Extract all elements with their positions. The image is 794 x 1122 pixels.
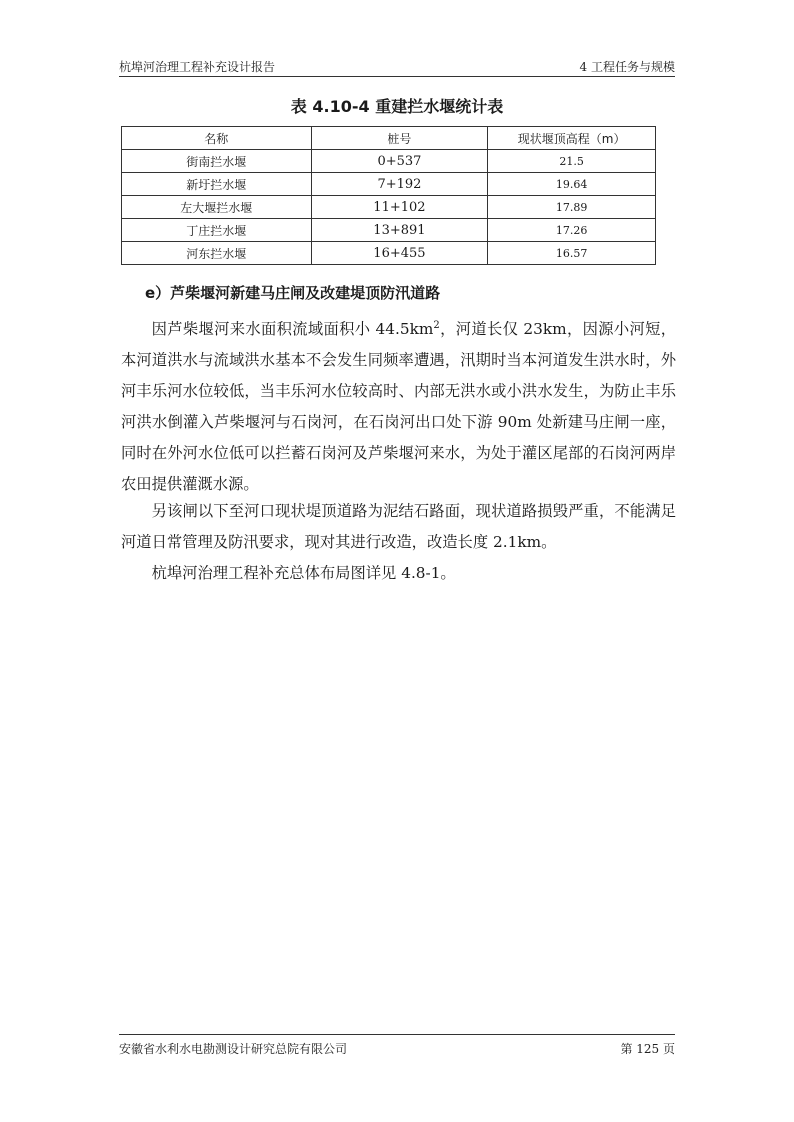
paragraph-text: ，河道长仅 23km，因源小河短，本河道洪水与流域洪水基本不会发生同频率遭遇，汛期时当本河道发生洪水时，外河丰乐河水位较低，当丰乐河水位较高时、内部无洪水或小洪水发生，为防止丰乐河洪水倒灌入芦柴堰河与石岗河，在石岗河出口处下游 90m 处新建马庄闸一座，同时在外河水位低可以拦蓄石岗河及芦柴堰河来水，为处于灌区尾部的石岗河两岸农田提供灌溉水源。 [121, 320, 677, 494]
cell-name: 新圩拦水堰 [122, 173, 312, 196]
column-header-crest-elevation: 现状堰顶高程（m） [488, 127, 656, 150]
cell-station: 0+537 [311, 150, 488, 173]
cell-name: 丁庄拦水堰 [122, 219, 312, 242]
footer-company-name: 安徽省水利水电勘测设计研究总院有限公司 [119, 1042, 348, 1056]
column-header-name: 名称 [122, 127, 312, 150]
table-row [122, 219, 656, 242]
paragraph-text: 因芦柴堰河来水面积流域面积小 44.5km [151, 320, 434, 339]
cell-name: 河东拦水堰 [122, 242, 312, 265]
table-header-row [122, 127, 656, 150]
paragraph-layout-reference: 杭埠河治理工程补充总体布局图详见 4.8-1。 [151, 564, 456, 582]
table-row [122, 196, 656, 219]
table-caption: 表 4.10-4 重建拦水堰统计表 [290, 97, 504, 116]
weir-statistics-table [121, 126, 656, 265]
footer-page-number: 第 125 页 [620, 1042, 675, 1056]
paragraph-sluice-description [121, 310, 676, 500]
paragraph-road-renovation: 另该闸以下至河口现状堤顶道路为泥结石路面，现状道路损毁严重，不能满足河道日常管理及防汛要求，现对其进行改造，改造长度 2.1km。 [121, 502, 676, 551]
table-row [122, 242, 656, 265]
superscript-2: 2 [433, 320, 440, 331]
cell-station: 16+455 [311, 242, 488, 265]
cell-elevation: 16.57 [488, 242, 656, 265]
cell-name: 左大堰拦水堰 [122, 196, 312, 219]
section-heading: e）芦柴堰河新建马庄闸及改建堤顶防汛道路 [145, 284, 441, 302]
header-chapter-title: 4 工程任务与规模 [579, 60, 675, 74]
cell-elevation: 17.89 [488, 196, 656, 219]
cell-name: 街南拦水堰 [122, 150, 312, 173]
page-header [119, 56, 675, 77]
table-row [122, 173, 656, 196]
cell-elevation: 19.64 [488, 173, 656, 196]
cell-station: 13+891 [311, 219, 488, 242]
cell-station: 7+192 [311, 173, 488, 196]
cell-elevation: 17.26 [488, 219, 656, 242]
cell-elevation: 21.5 [488, 150, 656, 173]
column-header-station: 桩号 [311, 127, 488, 150]
table-row [122, 150, 656, 173]
cell-station: 11+102 [311, 196, 488, 219]
header-document-title: 杭埠河治理工程补充设计报告 [119, 60, 276, 74]
page-footer [119, 1034, 675, 1055]
